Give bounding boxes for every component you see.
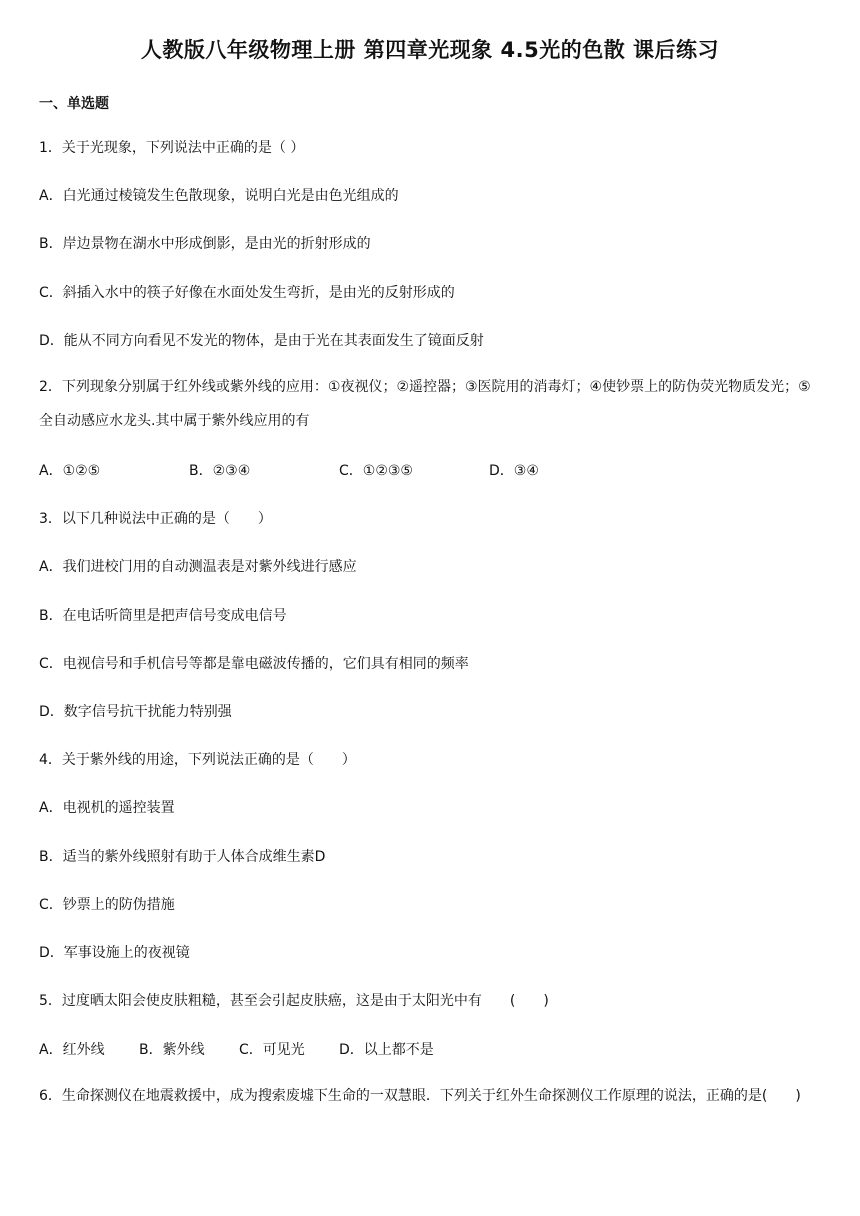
- question-1-stem: 1．关于光现象，下列说法中正确的是（ ）: [39, 140, 305, 156]
- question-5-option-a: A．红外线: [39, 1042, 105, 1058]
- question-4-option-d: D．军事设施上的夜视镜: [39, 945, 190, 961]
- question-2-option-a: A．①②⑤: [39, 463, 101, 479]
- section-heading: 一、单选题: [39, 96, 109, 112]
- question-2-option-c: C．①②③⑤: [339, 463, 413, 479]
- question-4-option-c: C．钞票上的防伪措施: [39, 897, 175, 913]
- question-3-option-a: A．我们进校门用的自动测温表是对紫外线进行感应: [39, 559, 357, 575]
- question-2-option-b: B．②③④: [189, 463, 251, 479]
- question-3-option-b: B．在电话听筒里是把声信号变成电信号: [39, 608, 287, 624]
- question-5-option-b: B．紫外线: [139, 1042, 205, 1058]
- question-4-option-b: B．适当的紫外线照射有助于人体合成维生素D: [39, 849, 326, 865]
- question-2-option-d: D．③④: [489, 463, 539, 479]
- question-6-stem: 6．生命探测仪在地震救援中，成为搜索废墟下生命的一双慧眼．下列关于红外生命探测仪工作原理的说法，正确的是( ): [39, 1088, 801, 1104]
- question-3-option-d: D．数字信号抗干扰能力特别强: [39, 704, 232, 720]
- question-1-option-c: C．斜插入水中的筷子好像在水面处发生弯折，是由光的反射形成的: [39, 285, 455, 301]
- question-4-option-a: A．电视机的遥控装置: [39, 800, 175, 816]
- question-5-option-c: C．可见光: [239, 1042, 305, 1058]
- question-5-option-d: D．以上都不是: [339, 1042, 434, 1058]
- question-4-stem: 4．关于紫外线的用途，下列说法正确的是（ ）: [39, 752, 356, 768]
- question-1-option-d: D．能从不同方向看见不发光的物体，是由于光在其表面发生了镜面反射: [39, 333, 484, 349]
- question-3-stem: 3．以下几种说法中正确的是（ ）: [39, 511, 272, 527]
- question-1-option-b: B．岸边景物在湖水中形成倒影，是由光的折射形成的: [39, 236, 371, 252]
- question-2-stem: 2．下列现象分别属于红外线或紫外线的应用：①夜视仪；②遥控器；③医院用的消毒灯；④使钞票上的防伪荧光物质发光；⑤全自动感应水龙头.其中属于紫外线应用的有: [39, 379, 811, 429]
- question-5-stem: 5．过度晒太阳会使皮肤粗糙，甚至会引起皮肤癌，这是由于太阳光中有 ( ): [39, 993, 549, 1009]
- question-1-option-a: A．白光通过棱镜发生色散现象，说明白光是由色光组成的: [39, 188, 399, 204]
- question-3-option-c: C．电视信号和手机信号等都是靠电磁波传播的，它们具有相同的频率: [39, 656, 469, 672]
- document-title: 人教版八年级物理上册 第四章光现象 4.5光的色散 课后练习: [140, 38, 720, 62]
